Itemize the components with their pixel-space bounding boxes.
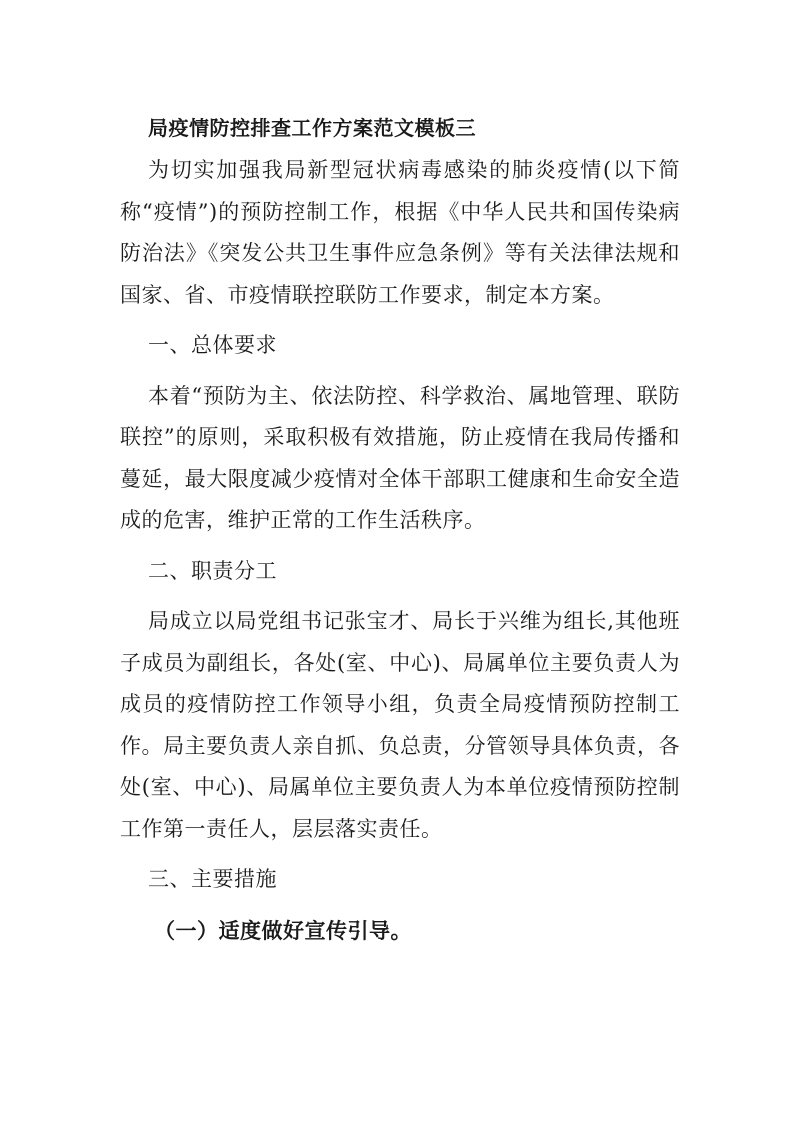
responsibilities-paragraph: 局成立以局党组书记张宝才、局长于兴维为组长,其他班子成员为副组长，各处(室、中心)、局属单位主要负责人为成员的疫情防控工作领导小组，负责全局疫情预防控制工作。局主要负责人亲自抓、负总责，分管领导具体负责，各处(室、中心)、局属单位主要负责人为本单位疫情预防控制工作第一责任人，层层落实责任。 xyxy=(120,609,680,841)
section-heading-main-measures: 三、主要措施 xyxy=(148,867,277,891)
subsection-heading-publicity: （一）适度做好宣传引导。 xyxy=(154,917,412,943)
document-content xyxy=(120,108,680,951)
document-title: 局疫情防控排查工作方案范文模板三 xyxy=(148,116,476,140)
general-requirements-paragraph: 本着“预防为主、依法防控、科学救治、属地管理、联防联控”的原则，采取积极有效措施，防止疫情在我局传播和蔓延，最大限度减少疫情对全体干部职工健康和生命安全造成的危害，维护正常的工作生活秩序。 xyxy=(120,383,680,532)
section-heading-general-requirements: 一、总体要求 xyxy=(148,333,277,357)
section-heading-responsibilities: 二、职责分工 xyxy=(148,558,277,583)
intro-paragraph: 为切实加强我局新型冠状病毒感染的肺炎疫情(以下简称“疫情”)的预防控制工作，根据《中华人民共和国传染病防治法》《突发公共卫生事件应急条例》等有关法律法规和国家、省、市疫情联控联防工作要求，制定本方案。 xyxy=(120,158,680,307)
